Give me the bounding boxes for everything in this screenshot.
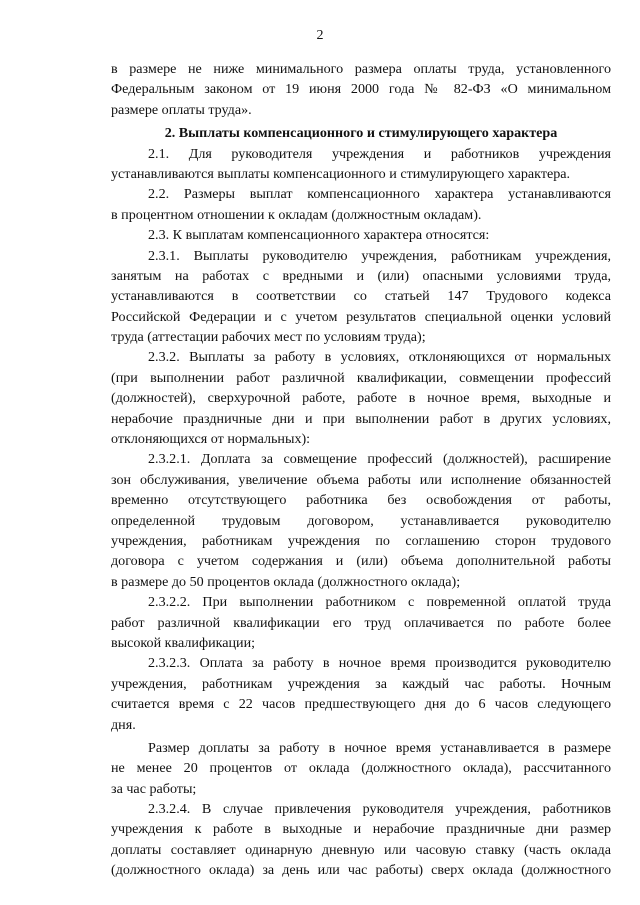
text-line: 2.3.2. Выплаты за работу в условиях, отклоняющихся от нормальных (148, 349, 611, 366)
text-line: дня. (111, 716, 136, 733)
text-line: Российской Федерации и с учетом результатов специальной оценки условий (111, 308, 611, 325)
text-line: размере оплаты труда». (111, 101, 252, 118)
text-line: 2.3.2.3. Оплата за работу в ночное время производится руководителю (148, 655, 611, 672)
text-line: зон обслуживания, увеличение объема работы или исполнение обязанностей (111, 471, 611, 488)
text-line: 2.2. Размеры выплат компенсационного характера устанавливаются (148, 186, 611, 203)
text-line: 2.3. К выплатам компенсационного характера относятся: (148, 227, 490, 244)
document-body (111, 59, 611, 881)
text-line: учреждения к работе в выходные и нерабочие праздничные дни размер (111, 821, 611, 838)
section-heading: 2. Выплаты компенсационного и стимулирующего характера (164, 125, 558, 142)
text-line: устанавливаются выплаты компенсационного и стимулирующего характера. (111, 165, 571, 182)
text-line: 2.3.1. Выплаты руководителю учреждения, работникам учреждения, (148, 247, 611, 264)
text-line: в размере не ниже минимального размера оплаты труда, установленного (111, 61, 611, 77)
text-line: Федеральным законом от 19 июня 2000 года № 82-ФЗ «О минимальном (111, 81, 611, 98)
text-line: нерабочие праздничные дни и при выполнении работ в других условиях, (111, 410, 611, 427)
text-line: 2.3.2.4. В случае привлечения руководителя учреждения, работников (148, 801, 611, 818)
text-line: временно отсутствующего работника без освобождения от работы, (111, 492, 611, 509)
text-line: 2.1. Для руководителя учреждения и работников учреждения (148, 145, 611, 162)
text-line: за час работы; (111, 780, 197, 797)
text-line: 2.3.2.2. При выполнении работником с повременной оплатой труда (148, 594, 611, 611)
text-line: не менее 20 процентов от оклада (должностного оклада), рассчитанного (111, 760, 611, 777)
text-line: работ различной квалификации его труд оплачивается по работе более (111, 614, 611, 631)
text-line: доплаты составляет одинарную дневную или часовую ставку (часть оклада (111, 841, 611, 858)
text-line: занятым на работах с вредными и (или) опасными условиями труда, (111, 267, 611, 284)
text-line: учреждения, работникам учреждения за каждый час работы. Ночным (111, 675, 611, 692)
text-line: (должностного оклада) за день или час работы) сверх оклада (должностного (111, 862, 611, 879)
page-number: 2 (316, 28, 324, 43)
text-line: в размере до 50 процентов оклада (должностного оклада); (111, 573, 461, 590)
text-line: (при выполнении работ различной квалификации, совмещении профессий (111, 369, 611, 386)
text-line: учреждения, работникам учреждения по соглашению сторон трудового (111, 532, 611, 549)
text-line: отклоняющихся от нормальных): (111, 431, 311, 448)
text-line: в процентном отношении к окладам (должностным окладам). (111, 206, 482, 223)
text-line: труда (аттестации рабочих мест по условиям труда); (111, 329, 426, 346)
text-line: определенной трудовым договором, устанавливается руководителю (111, 512, 611, 529)
text-line: (должностей), сверхурочной работе, работе в ночное время, выходные и (111, 390, 611, 407)
text-line: высокой квалификации; (111, 634, 256, 651)
text-line: устанавливаются в соответствии со статьей 147 Трудового кодекса (111, 288, 611, 305)
text-line: Размер доплаты за работу в ночное время устанавливается в размере (148, 739, 611, 756)
text-line: считается время с 22 часов предшествующего дня до 6 часов следующего (111, 696, 611, 713)
text-line: договора с учетом содержания и (или) объема дополнительной работы (111, 553, 611, 570)
text-line: 2.3.2.1. Доплата за совмещение профессий (должностей), расширение (148, 451, 611, 468)
